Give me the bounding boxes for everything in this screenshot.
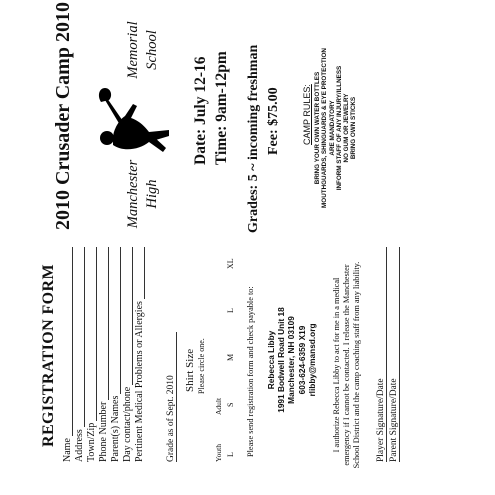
payee-name: Rebecca Libby [266, 330, 276, 390]
school-name-manchester-text: Manchester High [125, 159, 160, 229]
payee-email: rlibby@mansd.org [306, 323, 317, 397]
camp-grades: Grades: 5 ~ incoming freshman [246, 44, 261, 233]
payable-note: Please send registration form and check payable to: [246, 286, 255, 457]
grade-label: Grade as of Sept. 2010 [166, 375, 176, 462]
field-label: Town/Zip [86, 422, 97, 462]
parent-signature-field[interactable] [389, 247, 401, 462]
payee-address [266, 245, 317, 475]
size-header-adult: Adult [214, 397, 223, 415]
payee-street: 1991 Bodwell Road Unit 18 [276, 307, 287, 413]
auth-line: I authorize Rebecca Libby to act for me in a medical [332, 277, 341, 453]
rule-item: MOUTHGUARDS, SHINGUARDS & EYE PROTECTION [321, 48, 329, 208]
field-label: Phone Number [98, 401, 109, 462]
field-phone[interactable] [98, 247, 110, 462]
rule-item: ARE MANDATORY [328, 100, 336, 156]
camp-rules-title: CAMP RULES: [302, 84, 312, 145]
school-name-memorial-text: Memorial School [125, 21, 160, 79]
auth-line: School District and the camp coaching staff from any liability. [352, 261, 361, 469]
field-parent-names[interactable] [110, 247, 122, 462]
grade-field[interactable] [166, 332, 178, 462]
rule-item: BRING OWN STICKS [350, 96, 358, 160]
payee-phone: 603-624-6359 X19 [296, 325, 307, 395]
registration-title: REGISTRATION FORM [40, 264, 57, 447]
shirt-size-instruction: Please circle one. [197, 338, 206, 394]
camp-title: 2010 Crusader Camp 2010 [52, 2, 74, 230]
camp-rules-list [314, 23, 358, 233]
player-signature-field[interactable] [376, 247, 388, 462]
payee-city: Manchester, NH 03109 [286, 316, 297, 404]
size-option-l[interactable]: L [226, 308, 235, 313]
field-day-contact[interactable] [122, 247, 134, 462]
size-option-m[interactable]: M [226, 353, 235, 361]
camp-fee: Fee: $75.00 [266, 87, 281, 155]
shirt-size-title: Shirt Size [184, 348, 196, 392]
size-option-xl[interactable]: XL [226, 258, 235, 269]
camp-time: Time: 9am-12pm [213, 51, 230, 165]
rule-item: INFORM STAFF OF ANY INJURY/ILLNESS [335, 65, 343, 191]
size-option-youth-l[interactable]: L [226, 452, 235, 457]
size-header-youth: Youth [214, 444, 223, 462]
field-label: Address [74, 429, 85, 462]
auth-line: emergency if I cannot be contacted. I release the Manchester [342, 264, 351, 466]
field-town-zip[interactable] [86, 247, 98, 462]
field-label: Name [62, 438, 73, 462]
field-label: Pertinent Medical Problems or Allergies [134, 301, 145, 462]
parent-signature-label: Parent Signature/Date [389, 378, 399, 462]
rule-item: NO GUM OR JEWELRY [343, 93, 351, 163]
size-option-s[interactable]: S [226, 402, 235, 407]
authorization-text [332, 245, 362, 485]
field-medical[interactable] [134, 247, 146, 462]
field-name[interactable] [62, 247, 74, 462]
field-address[interactable] [74, 247, 86, 462]
field-label: Parent(s) Names [110, 395, 121, 462]
rule-item: BRING YOUR OWN WATER BOTTLES [314, 71, 321, 185]
player-signature-label: Player Signature/Date [376, 378, 386, 462]
registration-fields [62, 247, 146, 462]
camp-date: Date: July 12-16 [192, 56, 209, 165]
field-label: Day contact/phone [122, 386, 133, 462]
